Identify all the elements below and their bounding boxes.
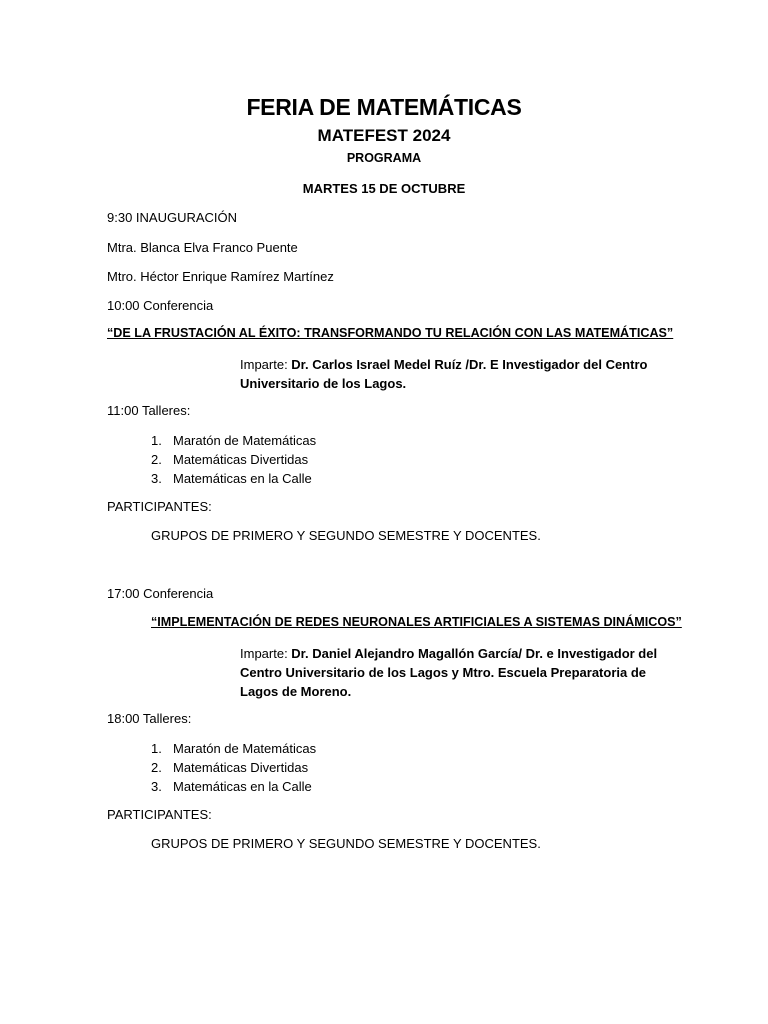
list-item: 3. Matemáticas en la Calle bbox=[151, 471, 312, 486]
participants-label-afternoon: PARTICIPANTES: bbox=[107, 807, 212, 822]
speaker-info-morning bbox=[240, 355, 660, 393]
conference-time-afternoon: 17:00 Conferencia bbox=[107, 586, 214, 601]
speaker-details: Dr. Daniel Alejandro Magallón García/ Dr. e Investigador del Centro Universitario de los Lagos y Mtro. Escuela Preparatoria de Lagos de Moreno. bbox=[240, 646, 658, 699]
list-item: 2. Matemáticas Divertidas bbox=[151, 452, 309, 467]
page-title: FERIA DE MATEMÁTICAS bbox=[246, 94, 522, 120]
program-heading: PROGRAMA bbox=[346, 151, 422, 165]
conference-time-morning: 10:00 Conferencia bbox=[107, 298, 214, 313]
event-date: MARTES 15 DE OCTUBRE bbox=[302, 181, 466, 196]
host-name-2: Mtro. Héctor Enrique Ramírez Martínez bbox=[107, 269, 334, 284]
speaker-details: Dr. Carlos Israel Medel Ruíz /Dr. E Investigador del Centro Universitario de los Lagos. bbox=[240, 357, 648, 391]
workshop-list-morning bbox=[151, 431, 316, 488]
list-item: 1. Maratón de Matemáticas bbox=[151, 433, 317, 448]
list-item: 3. Matemáticas en la Calle bbox=[151, 779, 312, 794]
inauguration-time: 9:30 INAUGURACIÓN bbox=[107, 210, 238, 225]
event-subtitle: MATEFEST 2024 bbox=[317, 126, 451, 145]
conference-title-morning: “DE LA FRUSTACIÓN AL ÉXITO: TRANSFORMANDO TU RELACIÓN CON LAS MATEMÁTICAS” bbox=[107, 326, 674, 340]
participants-label-morning: PARTICIPANTES: bbox=[107, 499, 212, 514]
host-name-1: Mtra. Blanca Elva Franco Puente bbox=[107, 240, 298, 255]
workshops-time-afternoon: 18:00 Talleres: bbox=[107, 711, 192, 726]
workshops-time-morning: 11:00 Talleres: bbox=[107, 403, 191, 418]
list-item: 1. Maratón de Matemáticas bbox=[151, 741, 317, 756]
conference-title-afternoon: “IMPLEMENTACIÓN DE REDES NEURONALES ARTIFICIALES A SISTEMAS DINÁMICOS” bbox=[151, 615, 682, 629]
workshop-list-afternoon bbox=[151, 739, 316, 796]
participants-afternoon: GRUPOS DE PRIMERO Y SEGUNDO SEMESTRE Y DOCENTES. bbox=[151, 836, 541, 851]
list-item: 2. Matemáticas Divertidas bbox=[151, 760, 309, 775]
imparte-label: Imparte: bbox=[240, 357, 292, 372]
speaker-info-afternoon bbox=[240, 644, 660, 701]
imparte-label: Imparte: bbox=[240, 646, 292, 661]
participants-morning: GRUPOS DE PRIMERO Y SEGUNDO SEMESTRE Y DOCENTES. bbox=[151, 528, 541, 543]
